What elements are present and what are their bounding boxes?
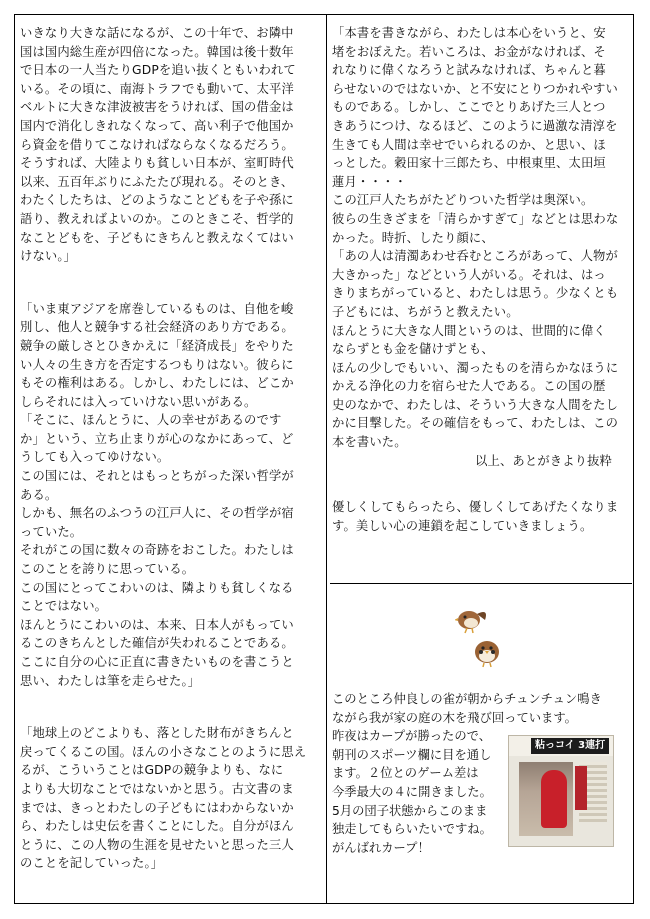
section-divider [330, 583, 632, 584]
sparrow-icon [455, 611, 486, 633]
paragraph-gap [20, 690, 318, 724]
diary-baseball: 昨夜はカープが勝ったので、 朝刊のスポーツ欄に目を通し ます。２位とのゲーム差は 今季最大の４に開きました。 5月の団子状態からこのまま 独走してもらいたいですね。 がんばれカープ！ [332, 729, 492, 855]
right-paragraph-1: 「本書を書きながら、わたしは本心をいうと、安 堵をおぼえた。若いころは、お金がなければ、そ れなりに偉くなろうと試みなければ、ちゃんと暮 らせないのではないか、と不安にとりつかれやすい ものである。しかし、ここでとりあげた三人とつ きあうにつけ、なるほど、このように過激な清淳を 生きても人間は幸せでいられるのか、と思い、ほ っとした。穀田家十三郎たち、中根東里、太田垣 蓮月・・・・ この江戸人たちがたどりついた哲学は奥深い。 彼らの生きざまを「清らかすぎて」などとは思わな かった。時折、したり顔に、 「あの人は清濁あわせ呑むところがあって、人物が 大きかった」などという人がいる。それは、はっ きりまちがっていると、わたしは思う。少なくとも 子どもには、ちがうと教えたい。 ほんとうに大きな人間というのは、世間的に偉く ならずとも金を儲けずとも、 ほんの少しでもいい、濁ったものを清らかなほうに かえる浄化の力を宿らせた人である。この国の歴 史のなかで、わたしは、そういう大きな人間をたし かに目撃した。その確信をもって、わたしは、この 本を書いた。 [332, 26, 619, 450]
column-divider [326, 14, 327, 904]
left-column [20, 24, 318, 873]
paragraph-gap [332, 470, 628, 498]
sparrow-icon [475, 641, 499, 667]
right-column [332, 24, 628, 535]
closing-message: 優しくしてもらったら、優しくしてあげたくなりま す。美しい心の連鎖を起こしていきましょう。 [332, 500, 619, 533]
carp-player-figure [541, 770, 567, 828]
baseball-player-photo [519, 762, 573, 836]
newspaper-photo [508, 735, 614, 847]
newspaper-red-banner [575, 766, 587, 810]
left-paragraph-2: 「いま東アジアを席巻しているものは、自他を峻 別し、他人と競争する社会経済のあり方である。 競争の厳しさとひきかえに「経済成長」をやりた い人々の生き方を否定するつもりはない。彼らに もその権利はある。しかし、わたしには、どこか しらそれには入っていけない思いがある。 「そこに、ほんとうに、人の幸せがあるのです か」という、立ち止まりが心のなかにあって、ど うしても入ってゆけない。 この国には、それとはもっとちがった深い哲学が ある。 しかも、無名のふつうの江戸人に、その哲学が宿 っていた。 それがこの国に数々の奇跡をおこした。わたしは このことを誇りに思っている。 この国にとってこわいのは、隣よりも貧しくなる ことではない。 ほんとうにこわいのは、本来、日本人がもってい るこのきちんとした確信が失われることである。 ここに自分の心に正直に書きたいものを書こうと 思い、わたしは筆を走らせた。」 [20, 301, 294, 688]
paragraph-gap [20, 266, 318, 300]
left-paragraph-3: 「地球上のどこよりも、落とした財布がきちんと 戻ってくるこの国。ほんの小さなことのように思え るが、こういうことはGDPの競争よりも、なに よりも大切なことではないかと思う。古文書のま までは、きっとわたしの子どもにはわからないか ら、わたしは史伝を書くことにした。自分がほん とうに、この人物の生涯を見せたいと思った三人 のことを記していった。」 [20, 726, 307, 871]
newspaper-header [509, 736, 613, 756]
left-paragraph-1: いきなり大きな話になるが、この十年で、お隣中 国は国内総生産が四倍になった。韓国は後十数年 で日本の一人当たりGDPを追い抜くともいわれて いる。その頃に、南海トラフでも動いて、太平洋 ベルトに大きな津波被害をうければ、国の借金は 国内で消化しきれなくなって、高い利子で他国か ら資金を借りてこなければならなくなるだろう。 そうすれば、大陸よりも貧しい日本が、室町時代 以来、五百年ぶりにふたたび現れる。そのとき、 わたくしたちは、どのようなことどもを子や孫に 語り、教えればよいのか。このときこそ、哲学的 なことどもを、子どもにきちんと教えなくてはい けない。」 [20, 26, 296, 264]
newspaper-headline: 粘っコイ 3連打 [531, 738, 609, 754]
diary-intro: このところ仲良しの雀が朝からチュンチュン鳴き ながら我が家の庭の木を飛び回っています。 [332, 692, 602, 725]
sparrows-illustration [455, 606, 507, 668]
attribution: 以上、あとがきより抜粋 [475, 453, 612, 468]
